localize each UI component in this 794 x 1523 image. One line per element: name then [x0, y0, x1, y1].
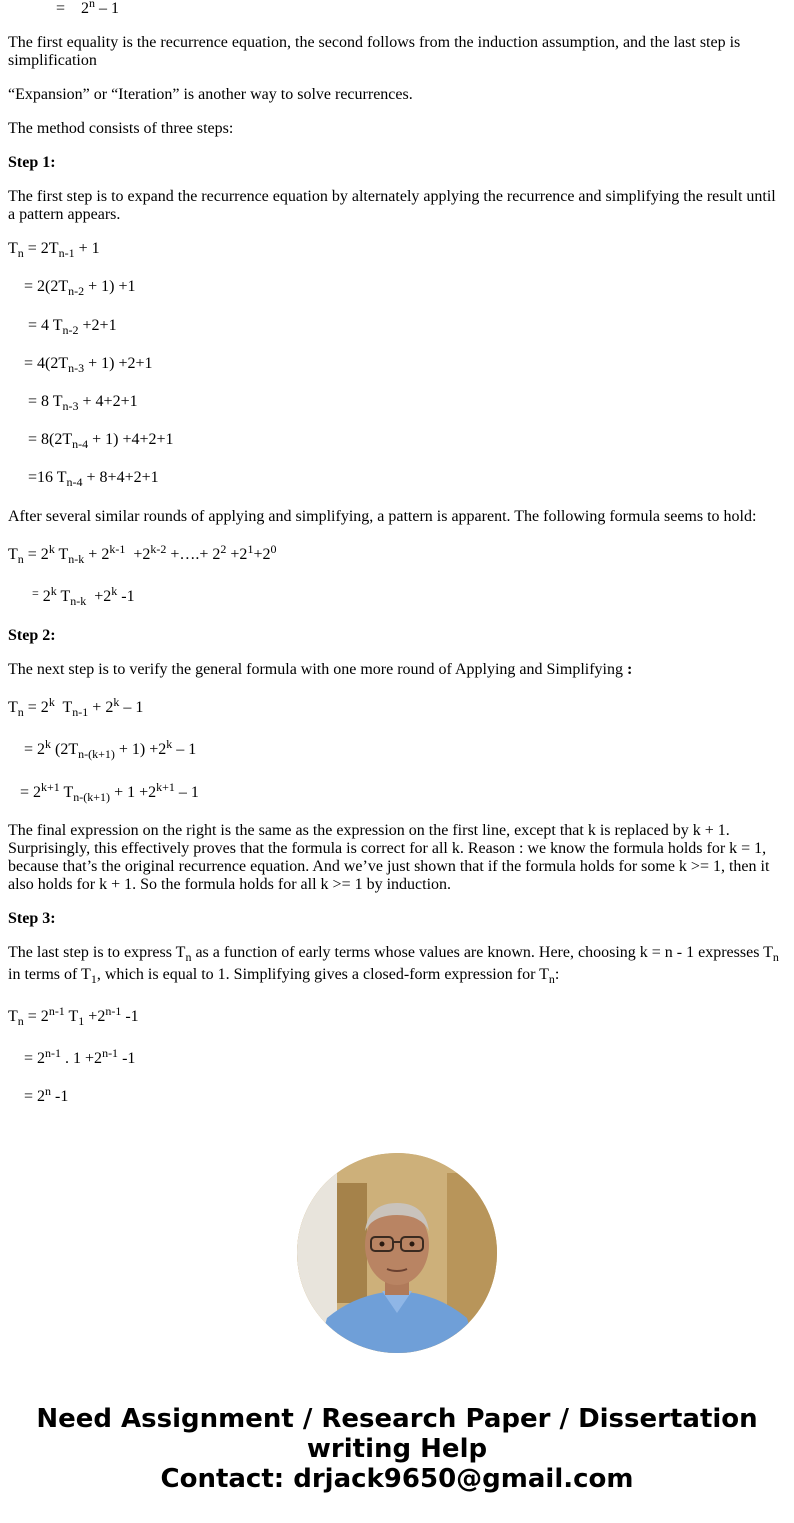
superscript: n: [89, 0, 96, 10]
equation-line: $T_n = 2^{n-1}$ $T_1 +2^{n-1}$ -1: [8, 1004, 139, 1028]
paragraph: The first equality is the recurrence equation, the second follows from the induction assumption, and the last step is simplification: [8, 34, 741, 69]
equation-line: = 8 $T_{n-3} + 4+2+1$: [28, 393, 138, 413]
equation-text: – 1: [95, 0, 120, 17]
step-heading: Step 1:: [8, 154, 56, 171]
equation-text: 2: [81, 0, 90, 17]
equation-line: [56, 0, 119, 18]
equation-line: = 2$^k$ $T_{n-k} +2^k$ -1: [32, 584, 135, 608]
contact-email: Contact: drjack9650@gmail.com: [160, 1464, 634, 1494]
equation-line: $T_n = 2^k$ $T_{n-1} + 2^k - 1$: [8, 695, 144, 719]
author-photo: [297, 1153, 497, 1353]
paragraph: “Expansion” or “Iteration” is another way to solve recurrences.: [8, 86, 413, 103]
paragraph: After several similar rounds of applying and simplifying, a pattern is apparent. The following formula seems to hold:: [8, 508, 757, 525]
equation-line: = $2^n$ -1: [24, 1084, 69, 1105]
footer-banner: [0, 1404, 794, 1494]
equation-line: = $2^{k+1}$ $T_{n-(k+1)} + 1 +2^{k+1} - 1$: [20, 780, 199, 804]
paragraph: The last step is to express $T_n$ as a function of early terms whose values are known. Here, choosing k = n - 1 expresses $T_n$ in terms of $T_1$, which is equal to 1. Simplifying gives a closed-form expression for $T_n$:: [8, 944, 779, 986]
paragraph: The next step is to verify the general formula with one more round of Applying and Simplifying :: [8, 661, 633, 678]
footer-line: Need Assignment / Research Paper / Dissertation: [36, 1404, 758, 1434]
step-heading: Step 2:: [8, 627, 56, 644]
equation-line: =16 $T_{n-4} + 8+4+2+1$: [28, 469, 159, 489]
paragraph: The first step is to expand the recurrence equation by alternately applying the recurrence and simplifying the result until a pattern appears.: [8, 188, 776, 223]
step-heading: Step 3:: [8, 910, 56, 927]
equation-text: =: [56, 0, 66, 17]
equation-line: $T_n = 2T_{n-1} + 1$: [8, 240, 100, 260]
equation-line: = $8(2T_{n-4} + 1) +4+2+1$: [28, 431, 174, 451]
equation-line: = 4 $T_{n-2} +2+1$: [28, 317, 117, 337]
equation-line: = $2^{n-1}$ . $1 +2^{n-1}$ -1: [24, 1046, 136, 1067]
footer-line: writing Help: [306, 1434, 488, 1464]
equation-line: = $2^k$ $(2T_{n-(k+1)} + 1) +2^k - 1$: [24, 737, 197, 761]
equation-line: $T_n = 2^k$ $T_{n-k} + 2^{k-1} +2^{k-2}$ +….+ $2^2 +2^1+2^0$: [8, 542, 277, 566]
paragraph: The final expression on the right is the same as the expression on the first line, except that k is replaced by k + 1. Surprisingly, this effectively proves that the formula is correct for all k. Reason : we know the formula holds for k = 1, because that’s the original recurrence equation. And we’ve just shown that if the formula holds for some k >= 1, then it also holds for k + 1. So the formula holds for all k >= 1 by induction.: [8, 822, 770, 893]
equation-line: = $2(2T_{n-2} + 1) +1$: [24, 278, 136, 298]
equation-line: = $4(2T_{n-3} + 1) +2+1$: [24, 355, 153, 375]
avatar: [297, 1153, 497, 1353]
paragraph: The method consists of three steps:: [8, 120, 234, 137]
